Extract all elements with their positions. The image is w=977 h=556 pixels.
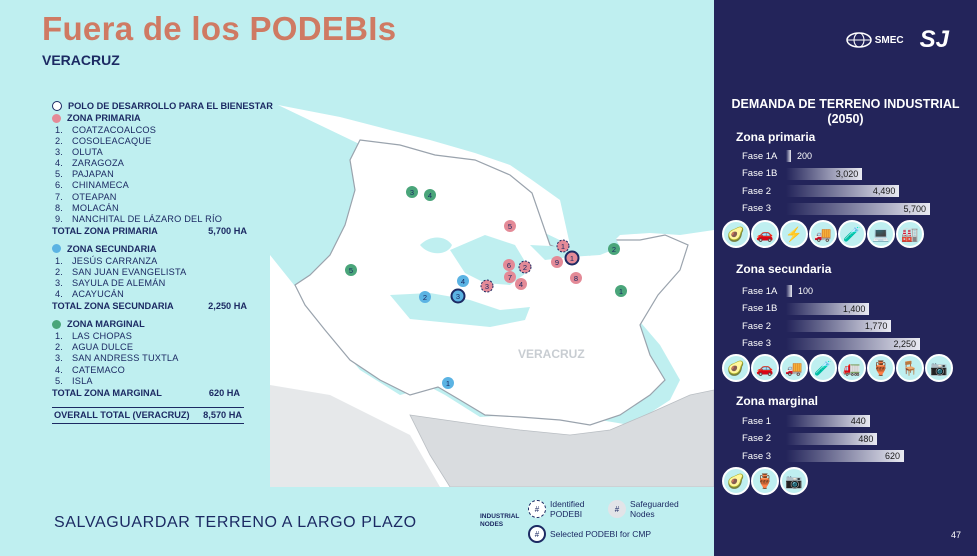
lightning-icon: ⚡ [780,220,808,248]
bar-row [742,432,877,446]
safeguarded-node-icon: # [608,500,626,518]
demand-panel [714,0,977,556]
bar-row [742,414,870,428]
list-item: 2. COSOLEACAQUE [55,136,152,147]
bar-label: Fase 1 [742,415,772,427]
list-item: 9. NANCHITAL DE LÁZARO DEL RÍO [55,213,223,224]
smec-logo: SMEC [846,32,904,48]
map-node-primaria [566,252,579,265]
bar [786,185,899,197]
svg-text:3: 3 [484,281,490,291]
secundaria-list [55,256,282,300]
map-node-primaria [519,261,531,273]
primaria-total: TOTAL ZONA PRIMARIA 5,700 HA [52,225,247,236]
list-item: 3. SAN ANDRESS TUXTLA [55,353,179,364]
bar-label: Fase 1B [742,168,778,180]
bar-value: 440 [850,416,866,426]
map-node-primaria [481,280,493,292]
bar-label: Fase 1A [742,150,778,162]
svg-text:1: 1 [560,241,566,251]
demand-title: DEMANDA DE TERRENO INDUSTRIAL (2050) [731,97,960,126]
svg-text:2: 2 [611,244,617,254]
avocado-icon: 🥑 [722,220,750,248]
bar [786,320,891,332]
svg-text:7: 7 [507,272,513,282]
zone-legend [52,100,282,424]
industry-icons [722,354,953,382]
safeguarded-legend: # Safeguarded Nodes [608,499,690,519]
bar-value: 620 [884,451,900,462]
truck-icon: 🚚 [809,220,837,248]
blue-dot-icon [52,244,61,253]
bar [786,415,870,427]
bar [786,303,869,315]
node-legend [480,495,714,550]
camera-icon: 📷 [780,467,808,495]
industry-icons [722,220,924,248]
region-label: VERACRUZ [518,347,585,361]
pottery-icon: 🏺 [867,354,895,382]
marginal-total: TOTAL ZONA MARGINAL 620 HA [52,387,240,398]
list-item: 7. OTEAPAN [55,191,117,202]
list-item: 4. ZARAGOZA [55,158,125,169]
svg-text:5: 5 [348,265,354,275]
logos [846,26,949,54]
map [270,95,714,487]
map-node-secundaria [457,275,469,287]
bar-row [742,449,904,463]
bar-value: 1,400 [842,303,866,314]
svg-text:2: 2 [422,292,428,302]
map-node-primaria [504,271,516,283]
map-node-secundaria [452,290,465,303]
svg-text:8: 8 [573,273,579,283]
map-node-primaria [515,278,527,290]
green-dot-icon [52,320,61,329]
svg-text:5: 5 [507,221,513,231]
bar-value: 4,490 [872,186,896,197]
svg-text:1: 1 [445,378,451,388]
bar-value: 200 [797,151,813,161]
list-item: 1. COATZACOALCOS [55,125,157,135]
ring-icon [52,101,62,111]
bar [786,450,904,462]
flask-icon: 🧪 [809,354,837,382]
pink-dot-icon [52,114,61,123]
overall-total: OVERALL TOTAL (VERACRUZ) 8,570 HA [52,407,244,424]
bar-label: Fase 1A [742,285,778,297]
svg-text:3: 3 [409,187,415,197]
map-node-primaria [551,256,563,268]
bar-row [742,319,891,333]
camera-icon: 📷 [925,354,953,382]
bar-value: 100 [797,286,813,296]
furniture-icon: 🪑 [896,354,924,382]
bar-value: 5,700 [903,203,926,214]
selected-legend: # Selected PODEBI for CMP [528,525,651,543]
bar-label: Fase 3 [742,338,772,350]
bar [786,338,920,350]
footer-text: SALVAGUARDAR TERRENO A LARGO PLAZO [54,514,417,531]
map-node-marginal [608,243,620,255]
svg-text:6: 6 [506,260,512,270]
zone-heading: Zona marginal [736,394,819,408]
legend-secundaria-title: ZONA SECUNDARIA [52,243,282,255]
bar-row [742,184,899,198]
map-node-secundaria [419,291,431,303]
cement-truck-icon: 🚛 [838,354,866,382]
list-item: 4. CATEMACO [55,364,125,375]
map-node-marginal [406,186,418,198]
bar-label: Fase 3 [742,450,772,462]
svg-text:4: 4 [518,279,524,289]
bar-row [742,202,930,216]
map-node-primaria [570,272,582,284]
truck-icon: 🚚 [780,354,808,382]
bar-value: 1,770 [864,321,888,332]
svg-text:1: 1 [569,253,575,263]
map-node-primaria [503,259,515,271]
bar-row [742,337,920,351]
list-item: 8. MOLACÁN [55,202,119,213]
legend-marginal-title: ZONA MARGINAL [52,318,282,330]
bar-label: Fase 1B [742,303,778,315]
svg-text:4: 4 [427,190,433,200]
map-node-marginal [345,264,357,276]
list-item: 5. PAJAPAN [55,169,114,180]
primaria-list [55,125,282,225]
avocado-icon: 🥑 [722,354,750,382]
factory-icon: 🏭 [896,220,924,248]
car-icon: 🚗 [751,220,779,248]
selected-node-icon: # [528,525,546,543]
svg-text:4: 4 [460,276,466,286]
bar-row [742,149,813,163]
bar-label: Fase 2 [742,185,772,197]
bar-row [742,284,813,298]
legend-polo: POLO DE DESARROLLO PARA EL BIENESTAR [52,100,282,112]
bar [786,203,930,215]
zone-heading: Zona secundaria [736,262,832,276]
bar [786,433,877,445]
map-node-primaria [557,240,569,252]
bar [786,168,862,180]
list-item: 2. AGUA DULCE [55,342,134,353]
pottery-icon: 🏺 [751,467,779,495]
list-item: 3. OLUTA [55,147,103,158]
avocado-icon: 🥑 [722,467,750,495]
bar-row [742,167,862,181]
zone-heading: Zona primaria [736,130,816,144]
list-item: 2. SAN JUAN EVANGELISTA [55,266,187,277]
bar-row [742,302,869,316]
bar [786,150,813,162]
marginal-list [55,331,282,386]
bar-label: Fase 2 [742,320,772,332]
identified-node-icon: # [528,500,546,518]
svg-text:2: 2 [522,262,528,272]
car-icon: 🚗 [751,354,779,382]
svg-text:9: 9 [554,257,560,267]
flask-icon: 🧪 [838,220,866,248]
map-node-secundaria [442,377,454,389]
svg-text:3: 3 [455,291,461,301]
computer-icon: 💻 [867,220,895,248]
list-item: 6. CHINAMECA [55,180,129,191]
svg-text:1: 1 [618,286,624,296]
bar [786,285,813,297]
map-node-marginal [424,189,436,201]
legend-primaria-title: ZONA PRIMARIA [52,112,282,124]
map-node-primaria [504,220,516,232]
page-subtitle: VERACRUZ [42,52,120,68]
bar-label: Fase 3 [742,203,772,215]
bar-label: Fase 2 [742,433,772,445]
list-item: 3. SAYULA DE ALEMÁN [55,278,166,289]
bar-value: 480 [858,433,874,444]
node-legend-label: INDUSTRIAL NODES [480,513,520,528]
list-item: 5. ISLA [55,375,93,386]
globe-icon [846,32,872,48]
list-item: 4. ACAYUCÁN [55,289,124,300]
page-number: 47 [950,530,961,540]
industry-icons [722,467,808,495]
page-title: Fuera de los PODEBIs [42,10,397,47]
bar-value: 3,020 [835,168,859,179]
sj-logo: SJ [919,26,949,53]
map-node-marginal [615,285,627,297]
list-item: 1. JESÚS CARRANZA [55,255,158,266]
identified-legend: # Identified PODEBI [528,499,606,519]
secundaria-total: TOTAL ZONA SECUNDARIA 2,250 HA [52,301,247,312]
list-item: 1. LAS CHOPAS [55,331,133,342]
bar-value: 2,250 [893,338,916,349]
